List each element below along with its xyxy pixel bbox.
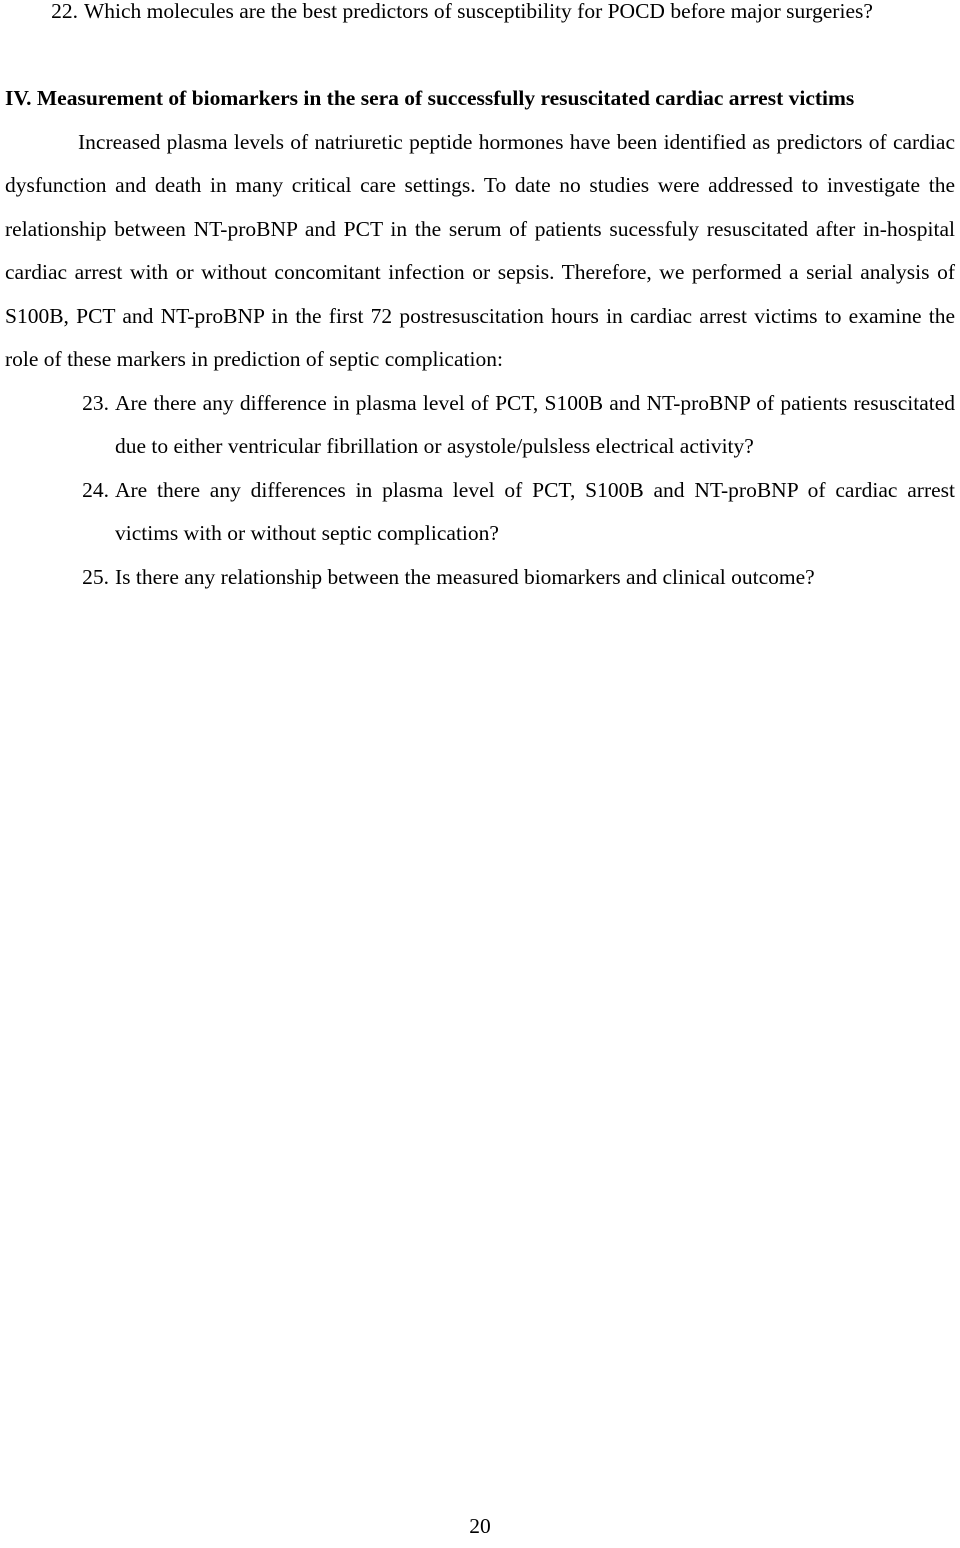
section-paragraph: Increased plasma levels of natriuretic peptide hormones have been identified as predictors of cardiac dysfunction and death in many critical care settings. To date no studies were addressed to investigate the relationship between NT-proBNP and PCT in the serum of patients sucessfuly resuscitated after in-hospital cardiac arrest with or without concomitant infection or sepsis. Therefore, we performed a serial analysis of S100B, PCT and NT-proBNP in the first 72 postresuscitation hours in cardiac arrest victims to examine the role of these markers in prediction of septic complication: <box>5 129 955 371</box>
question-text: Is there any relationship between the measured biomarkers and clinical outcome? <box>115 564 815 589</box>
section-heading: IV. Measurement of biomarkers in the sera of successfully resuscitated cardiac arrest victims <box>5 86 855 110</box>
question-text: Which molecules are the best predictors of susceptibility for POCD before major surgeries? <box>84 0 873 23</box>
question-text: Are there any differences in plasma level of PCT, S100B and NT-proBNP of cardiac arrest victims with or without septic complication? <box>115 477 955 545</box>
question-24 <box>5 469 955 556</box>
question-25 <box>5 556 955 600</box>
question-text: Are there any difference in plasma level of PCT, S100B and NT-proBNP of patients resuscitated due to either ventricular fibrillation or asystole/pulsless electrical activity? <box>115 390 955 458</box>
question-number: 24. <box>82 477 109 502</box>
question-22 <box>5 0 955 34</box>
question-number: 23. <box>82 390 109 415</box>
question-number: 22. <box>51 0 78 23</box>
question-23 <box>5 382 955 469</box>
document-page <box>5 0 955 599</box>
page-number: 20 <box>469 1514 491 1538</box>
question-number: 25. <box>82 564 109 589</box>
